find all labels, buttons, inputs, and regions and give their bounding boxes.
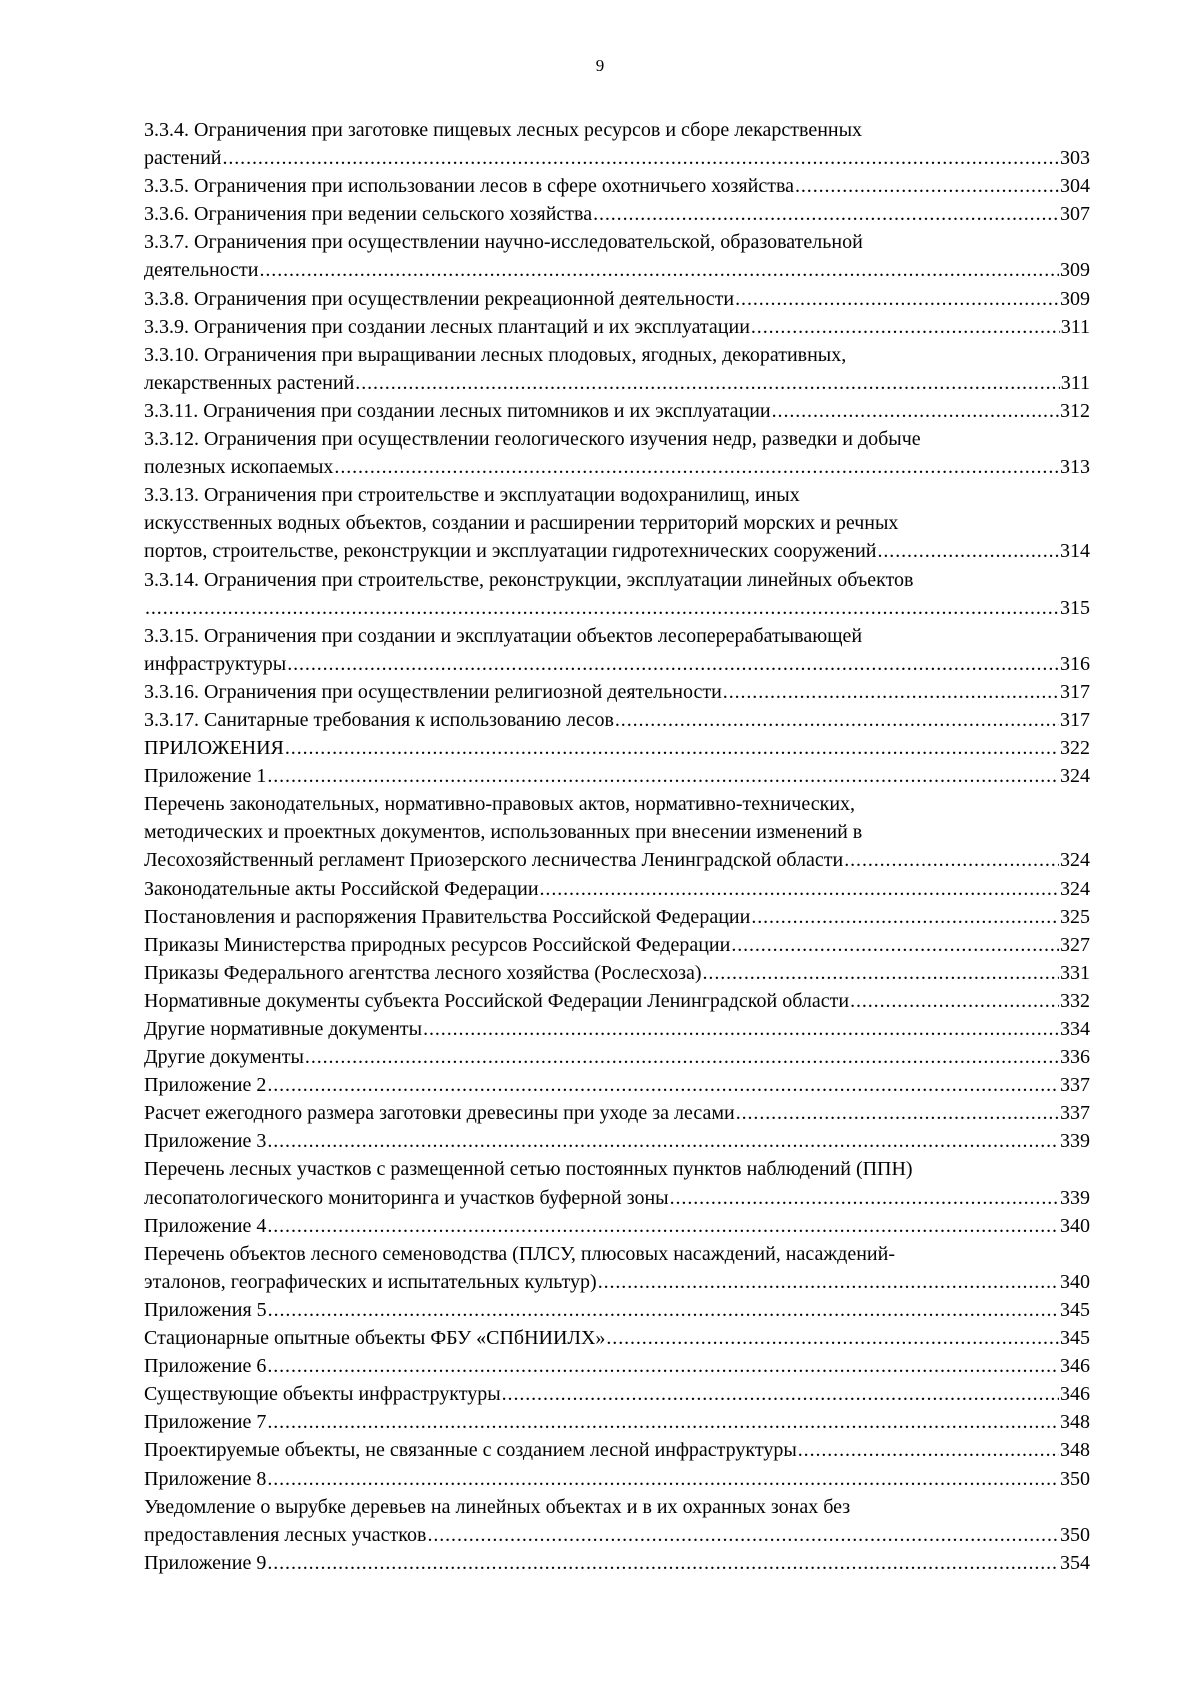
toc-page-number: 339 — [1060, 1130, 1090, 1153]
toc-entry-line: методических и проектных документов, использованных при внесении изменений в — [144, 821, 863, 844]
toc-entry-title: Законодательные акты Российской Федерации — [144, 877, 539, 900]
toc-entry-final-line — [144, 537, 1090, 565]
toc-entry — [144, 1071, 1090, 1099]
toc-page-number: 331 — [1060, 961, 1090, 984]
dot-leader — [305, 1043, 1059, 1071]
toc-entry — [144, 228, 1090, 284]
toc-page-number: 327 — [1060, 933, 1090, 956]
toc-entry — [144, 790, 1090, 874]
toc-entry-final-line — [144, 1465, 1090, 1493]
dot-leader — [267, 1127, 1059, 1155]
toc-entry-final-line — [144, 903, 1090, 931]
toc-entry-final-line — [144, 144, 1090, 172]
toc-entry-title: Лесохозяйственный регламент Приозерского лесничества Ленинградской области — [144, 849, 844, 872]
toc-entry-final-line — [144, 1043, 1090, 1071]
toc-page-number: 350 — [1060, 1467, 1090, 1490]
toc-page-number: 311 — [1060, 371, 1090, 394]
toc-entry-line: 3.3.10. Ограничения при выращивании лесных плодовых, ягодных, декоративных, — [144, 343, 847, 366]
dot-leader — [795, 172, 1059, 200]
toc-entry — [144, 481, 1090, 565]
toc-entry-final-line — [144, 1071, 1090, 1099]
toc-page-number: 340 — [1060, 1270, 1090, 1293]
toc-page-number: 340 — [1060, 1214, 1090, 1237]
toc-page-number: 337 — [1060, 1074, 1090, 1097]
dot-leader — [540, 875, 1059, 903]
toc-entry — [144, 678, 1090, 706]
toc-entry-final-line — [144, 1549, 1090, 1577]
toc-entry-final-line — [144, 285, 1090, 313]
toc-entry-title: Существующие объекты инфраструктуры — [144, 1383, 501, 1406]
toc-entry-title: Расчет ежегодного размера заготовки древесины при уходе за лесами — [144, 1102, 735, 1125]
toc-entry-title: 3.3.16. Ограничения при осуществлении религиозной деятельности — [144, 680, 722, 703]
toc-entry — [144, 1015, 1090, 1043]
toc-entry — [144, 931, 1090, 959]
dot-leader — [427, 1521, 1059, 1549]
dot-leader — [751, 903, 1059, 931]
toc-entry-final-line — [144, 706, 1090, 734]
dot-leader — [798, 1436, 1059, 1464]
toc-entry-line: 3.3.15. Ограничения при создании и эксплуатации объектов лесоперерабатывающей — [144, 624, 863, 647]
toc-entry — [144, 285, 1090, 313]
dot-leader — [267, 1071, 1059, 1099]
toc-entry — [144, 1549, 1090, 1577]
toc-entry-title: Приложение 6 — [144, 1355, 267, 1378]
dot-leader — [731, 931, 1059, 959]
toc-entry-title: Приложение 7 — [144, 1411, 267, 1434]
dot-leader — [606, 1324, 1059, 1352]
toc-entry — [144, 1127, 1090, 1155]
toc-entry-line: 3.3.12. Ограничения при осуществлении геологического изучения недр, разведки и добыче — [144, 428, 921, 451]
toc-entry-final-line — [144, 762, 1090, 790]
toc-entry — [144, 903, 1090, 931]
dot-leader — [285, 734, 1059, 762]
toc-entry — [144, 1099, 1090, 1127]
toc-entry-final-line — [144, 1521, 1090, 1549]
toc-entry — [144, 1380, 1090, 1408]
dot-leader — [267, 1212, 1059, 1240]
toc-entry — [144, 762, 1090, 790]
toc-page-number: 346 — [1060, 1383, 1090, 1406]
toc-entry-title: Другие нормативные документы — [144, 1018, 423, 1040]
toc-entry-title: лесопатологического мониторинга и участков буферной зоны — [144, 1186, 669, 1209]
toc-entry-line: искусственных водных объектов, создании и расширении территорий морских и речных — [144, 512, 899, 535]
toc-entry-title: ПРИЛОЖЕНИЯ — [144, 737, 284, 760]
toc-entry — [144, 313, 1090, 341]
toc-entry-title: Приложение 8 — [144, 1467, 267, 1490]
dot-leader — [145, 594, 1059, 622]
toc-entry-line: Уведомление о вырубке деревьев на линейных объектах и в их охранных зонах без — [144, 1495, 851, 1518]
toc-entry — [144, 1408, 1090, 1436]
toc-entry-final-line — [144, 846, 1090, 874]
toc-entry — [144, 706, 1090, 734]
toc-entry-title: портов, строительстве, реконструкции и эксплуатации гидротехнических сооружений — [144, 540, 877, 563]
toc-entry-line: 3.3.4. Ограничения при заготовке пищевых лесных ресурсов и сборе лекарственных — [144, 119, 863, 141]
toc-entry-title: Приказы Министерства природных ресурсов Российской Федерации — [144, 933, 731, 956]
toc-entry-title: Приложение 2 — [144, 1074, 267, 1097]
dot-leader — [735, 285, 1059, 313]
dot-leader — [736, 1099, 1059, 1127]
toc-entry — [144, 425, 1090, 481]
toc-entry-title: лекарственных растений — [144, 371, 355, 394]
toc-entry — [144, 1155, 1090, 1211]
toc-entry-final-line — [144, 369, 1090, 397]
toc-entry-title: растений — [144, 147, 222, 170]
toc-entry — [144, 341, 1090, 397]
toc-entry-title: Проектируемые объекты, не связанные с созданием лесной инфраструктуры — [144, 1439, 797, 1462]
toc-entry-final-line — [144, 1408, 1090, 1436]
dot-leader — [878, 537, 1060, 565]
toc-page-number: 350 — [1060, 1523, 1090, 1546]
toc-page-number: 312 — [1060, 399, 1090, 422]
toc-entry — [144, 734, 1090, 762]
toc-entry-title: Приложение 3 — [144, 1130, 267, 1153]
toc-entry — [144, 397, 1090, 425]
dot-leader — [287, 650, 1059, 678]
toc-entry — [144, 1436, 1090, 1464]
toc-entry-title: 3.3.9. Ограничения при создании лесных плантаций и их эксплуатации — [144, 315, 750, 338]
toc-entry-line: Перечень лесных участков с размещенной сетью постоянных пунктов наблюдений (ППН) — [144, 1158, 913, 1181]
toc-entry-title: 3.3.5. Ограничения при использовании лесов в сфере охотничьего хозяйства — [144, 175, 794, 198]
toc-page-number: 339 — [1060, 1186, 1090, 1209]
toc-page-number: 324 — [1060, 765, 1090, 788]
dot-leader — [334, 453, 1059, 481]
toc-entry-final-line — [144, 734, 1090, 762]
dot-leader — [268, 1296, 1059, 1324]
toc-entry-final-line — [144, 931, 1090, 959]
toc-entry-title: Нормативные документы субъекта Российской Федерации Ленинградской области — [144, 989, 850, 1012]
toc-entry-final-line — [144, 1212, 1090, 1240]
toc-page-number: 322 — [1060, 737, 1090, 760]
toc-entry-final-line — [144, 1436, 1090, 1464]
toc-entry-title: Приложение 9 — [144, 1551, 267, 1574]
toc-page-number: 354 — [1060, 1551, 1090, 1574]
toc-entry-line: Перечень объектов лесного семеноводства (ПЛСУ, плюсовых насаждений, насаждений- — [144, 1242, 895, 1265]
dot-leader — [850, 987, 1059, 1015]
dot-leader — [222, 144, 1059, 172]
dot-leader — [267, 1465, 1059, 1493]
dot-leader — [723, 678, 1059, 706]
toc-entry — [144, 1465, 1090, 1493]
dot-leader — [772, 397, 1059, 425]
toc-entry-final-line — [144, 256, 1090, 284]
toc-page-number: 324 — [1060, 877, 1090, 900]
toc-entry-title: эталонов, географических и испытательных культур) — [144, 1270, 597, 1293]
toc-page-number: 311 — [1060, 315, 1090, 338]
dot-leader — [267, 1408, 1059, 1436]
toc-entry-final-line — [144, 1184, 1090, 1212]
toc-entry-final-line — [144, 678, 1090, 706]
toc-entry-title: Приказы Федерального агентства лесного хозяйства (Рослесхоза) — [144, 961, 702, 984]
dot-leader — [844, 846, 1059, 874]
toc-entry — [144, 959, 1090, 987]
toc-entry-title: 3.3.6. Ограничения при ведении сельского хозяйства — [144, 203, 593, 226]
toc-entry-line: 3.3.7. Ограничения при осуществлении научно-исследовательской, образовательной — [144, 231, 863, 254]
toc-entry-title: Постановления и распоряжения Правительства Российской Федерации — [144, 905, 751, 928]
toc-entry-title: инфраструктуры — [144, 652, 287, 675]
toc-page-number: 337 — [1060, 1102, 1090, 1125]
toc-entry — [144, 200, 1090, 228]
toc-page-number: 309 — [1060, 259, 1090, 282]
toc-entry — [144, 1352, 1090, 1380]
dot-leader — [598, 1268, 1059, 1296]
toc-page-number: 336 — [1060, 1046, 1090, 1069]
toc-entry-final-line — [144, 200, 1090, 228]
toc-entry-title: деятельности — [144, 259, 259, 282]
toc-entry-final-line — [144, 1380, 1090, 1408]
toc-entry-final-line — [144, 172, 1090, 200]
toc-entry — [144, 622, 1090, 678]
dot-leader — [267, 762, 1059, 790]
toc-page-number: 316 — [1060, 652, 1090, 675]
toc-entry — [144, 987, 1090, 1015]
toc-entry — [144, 172, 1090, 200]
toc-entry-final-line — [144, 397, 1090, 425]
toc-entry-title: Приложения 5 — [144, 1298, 267, 1321]
dot-leader — [670, 1184, 1059, 1212]
dot-leader — [593, 200, 1059, 228]
toc-page-number: 317 — [1060, 680, 1090, 703]
toc-page-number: 348 — [1060, 1411, 1090, 1434]
dot-leader — [703, 959, 1059, 987]
toc-entry-final-line — [144, 453, 1090, 481]
toc-entry-title: полезных ископаемых — [144, 456, 334, 479]
toc-page-number: 334 — [1060, 1018, 1090, 1040]
toc-entry-final-line — [144, 1127, 1090, 1155]
toc-page-number: 313 — [1060, 456, 1090, 479]
toc-entry-final-line — [144, 875, 1090, 903]
toc-entry-final-line — [144, 959, 1090, 987]
toc-entry-final-line — [144, 1099, 1090, 1127]
dot-leader — [355, 369, 1059, 397]
toc-entry-title: Приложение 4 — [144, 1214, 267, 1237]
toc-entry — [144, 1296, 1090, 1324]
toc-entry-title: Другие документы — [144, 1046, 304, 1069]
toc-page-number: 346 — [1060, 1355, 1090, 1378]
toc-entry-final-line — [144, 1296, 1090, 1324]
toc-page-number: 303 — [1060, 147, 1090, 170]
dot-leader — [502, 1380, 1059, 1408]
toc-entry-final-line — [144, 1015, 1090, 1043]
toc-entry-final-line — [144, 313, 1090, 341]
dot-leader — [615, 706, 1059, 734]
dot-leader — [751, 313, 1060, 341]
toc-page-number: 307 — [1060, 203, 1090, 226]
dot-leader — [267, 1352, 1059, 1380]
toc-entry-title: Стационарные опытные объекты ФБУ «СПбНИИЛХ» — [144, 1327, 606, 1350]
toc-page-number: 314 — [1060, 540, 1090, 563]
toc-page-number: 345 — [1060, 1327, 1090, 1350]
toc-entry-line: 3.3.14. Ограничения при строительстве, реконструкции, эксплуатации линейных объектов — [144, 568, 914, 591]
toc-entry-final-line — [144, 1324, 1090, 1352]
dot-leader — [267, 1549, 1059, 1577]
table-of-contents — [144, 116, 1090, 1577]
toc-page-number: 304 — [1060, 175, 1090, 198]
toc-entry-final-line — [144, 987, 1090, 1015]
toc-page-number: 315 — [1060, 596, 1090, 619]
toc-entry-line: 3.3.13. Ограничения при строительстве и эксплуатации водохранилищ, иных — [144, 484, 800, 507]
toc-entry-final-line — [144, 1352, 1090, 1380]
toc-entry-title: предоставления лесных участков — [144, 1523, 427, 1546]
toc-entry — [144, 116, 1090, 172]
toc-entry — [144, 1240, 1090, 1296]
toc-entry — [144, 875, 1090, 903]
page-number: 9 — [595, 56, 605, 75]
toc-page-number: 309 — [1060, 287, 1090, 310]
toc-entry-title: 3.3.11. Ограничения при создании лесных питомников и их эксплуатации — [144, 399, 771, 422]
toc-entry-final-line — [144, 594, 1090, 622]
toc-page-number: 332 — [1060, 989, 1090, 1012]
toc-page-number: 324 — [1060, 849, 1090, 872]
toc-entry-title: 3.3.17. Санитарные требования к использованию лесов — [144, 708, 614, 731]
toc-entry-title: Приложение 1 — [144, 765, 267, 788]
toc-entry — [144, 1493, 1090, 1549]
dot-leader — [423, 1015, 1059, 1043]
toc-page-number: 345 — [1060, 1298, 1090, 1321]
toc-entry-final-line — [144, 1268, 1090, 1296]
toc-entry — [144, 1043, 1090, 1071]
toc-page-number: 317 — [1060, 708, 1090, 731]
toc-page-number: 325 — [1060, 905, 1090, 928]
toc-entry-title: 3.3.8. Ограничения при осуществлении рекреационной деятельности — [144, 287, 735, 310]
dot-leader — [260, 256, 1060, 284]
toc-entry-final-line — [144, 650, 1090, 678]
toc-page-number: 348 — [1060, 1439, 1090, 1462]
toc-entry — [144, 1212, 1090, 1240]
toc-entry — [144, 566, 1090, 622]
toc-entry-line: Перечень законодательных, нормативно-правовых актов, нормативно-технических, — [144, 793, 856, 816]
toc-entry — [144, 1324, 1090, 1352]
